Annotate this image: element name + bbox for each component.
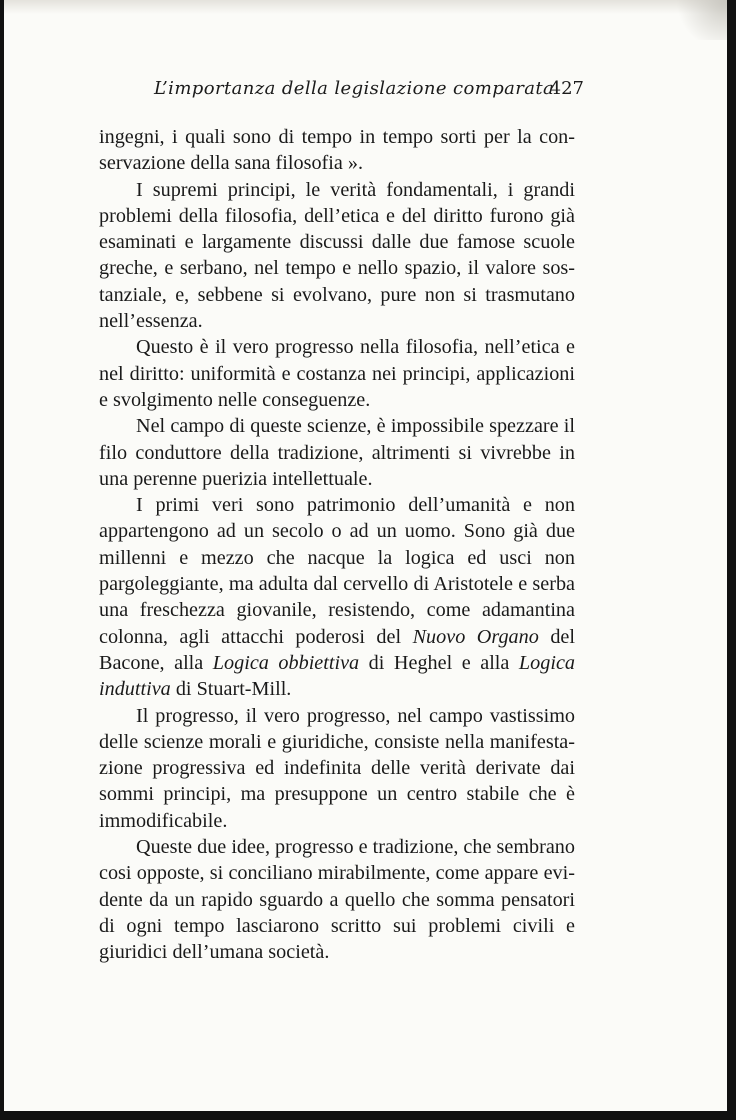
page-edge-stain: [4, 0, 727, 14]
paragraph-6: Il progresso, il vero progresso, nel campo vastissimo delle scienze morali e giuridiche, consiste nella manifestazione progressiva ed indefinita delle verità derivate dai sommi principi, ma presuppone un centro stabile che è immodificabile.: [99, 704, 575, 832]
book-title-nuovo-organo: Nuovo Organo: [412, 625, 539, 648]
paragraph-5: [99, 492, 575, 702]
page-header: [154, 78, 584, 108]
paragraph-5-text-d: di Stuart-Mill.: [170, 678, 292, 701]
running-title: L’importanza della legislazione comparata: [154, 78, 555, 99]
paragraph-7: Queste due idee, progresso e tradizione, che sembrano cosi opposte, si conciliano mirabilmente, come appare evidente da un rapido sguardo a quello che somma pensatori di ogni tempo lasciarono scritto sui problemi civili e giuridici dell’umana società.: [99, 836, 575, 964]
body-text: [99, 124, 575, 966]
paragraph-5-text-b: del Bacone, alla: [99, 625, 575, 674]
corner-stain: [667, 0, 727, 40]
paragraph-1: ingegni, i quali sono di tempo in tempo sorti per la conservazione della sana filosofia ».: [99, 126, 575, 175]
paragraph-5-text-c: di Heghel e alla: [359, 651, 519, 674]
paragraph-3: Questo è il vero progresso nella filosofia, nell’etica e nel diritto: uniformità e costanza nei principi, applicazioni e svolgimento nelle conseguenze.: [99, 336, 575, 411]
book-title-logica-obbiettiva: Logica obbiettiva: [212, 651, 360, 674]
paragraph-5-text-a: I primi veri sono patrimonio dell’umanità e non appartengono ad un secolo o ad un uomo. Sono già due millenni e mezzo che nacque la logica ed usci non pargoleggiante, ma adulta dal cervello di Aristotele e serba una freschezza giovanile, resistendo, come adamantina colonna, agli attacchi poderosi del: [99, 494, 575, 648]
page-number: 427: [549, 78, 584, 99]
paragraph-2: I supremi principi, le verità fondamentali, i grandi problemi della filosofia, dell’etica e del diritto furono già esaminati e largamente discussi dalle due famose scuole greche, e serbano, nel tempo e nello spazio, il valore sostanziale, e, sebbene si evolvano, pure non si trasmutano nell’essenza.: [99, 178, 575, 333]
book-title-logica-induttiva: Logica induttiva: [99, 651, 575, 701]
paragraph-4: Nel campo di queste scienze, è impossibile spezzare il filo conduttore della tradizione, altrimenti si vivrebbe in una perenne puerizia intellettuale.: [99, 415, 575, 490]
